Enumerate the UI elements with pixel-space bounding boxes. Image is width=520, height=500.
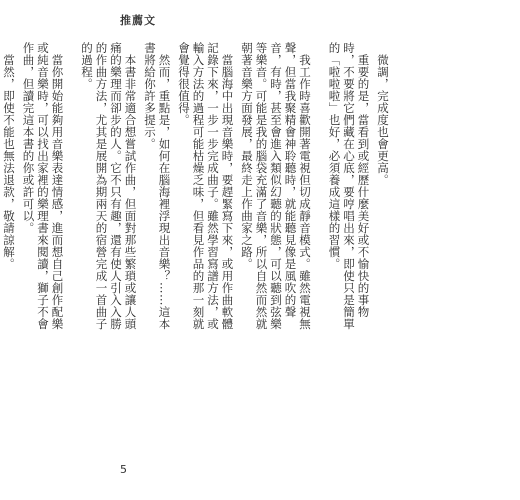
- page-header-title: 推薦文: [120, 14, 156, 27]
- paragraph: 本書非常適合想嘗試作曲，但面對那些繁瑣或讓人頭痛的樂理而卻步的人。它不只有趣，還有使人引入入勝的作曲方法，尤其是展開為期兩天的宿營完成一首曲子的過程。: [80, 42, 138, 330]
- paragraph: 當然，即使不能也無法退款，敬請諒解。: [2, 53, 16, 270]
- vertical-text-body: [2, 42, 390, 332]
- paragraph: 我工作時喜歡開著電視但切成靜音模式。雖然電視無聲，但當我聚精會神聆聽時，就能聽見像是風吹的聲音，有時，甚至會進入類似幻聽的狀態，可以聽到弦樂等樂音。可能是我的腦袋充滿了音樂，所以自然而然就朝著音樂方面發展，最終走上作曲家之路。: [240, 42, 312, 330]
- paragraph: 然而，重點是，如何在腦海裡浮現出音樂？……這本書將給你許多提示。: [143, 42, 172, 330]
- paragraph: 微調，完成度也會更高。: [376, 53, 390, 186]
- paragraph: 當腦海中出現音樂時，要趕緊寫下來，或用作曲軟體記錄下來，一步一步完成曲子。雖然學習寫譜方法，或輸入方法的過程可能枯燥乏味，但看見作品的那一刻就會覺得很值得。: [177, 42, 235, 330]
- paragraph: 重要的是，當看到或經歷什麼美好或不愉快的事物時，不要將它們藏在心底，要哼唱出來，即使只是簡單的「啦啦啦」也好，必須養成這樣的習慣。: [327, 42, 371, 330]
- page-number: 5: [120, 463, 127, 476]
- paragraph: 當你開始能夠用音樂表達情感，進而想自己創作配樂或純音樂時，可以找出家裡的樂理書來閱讀，獅子不會作曲，但讀完這本書的你或許可以。: [21, 42, 65, 330]
